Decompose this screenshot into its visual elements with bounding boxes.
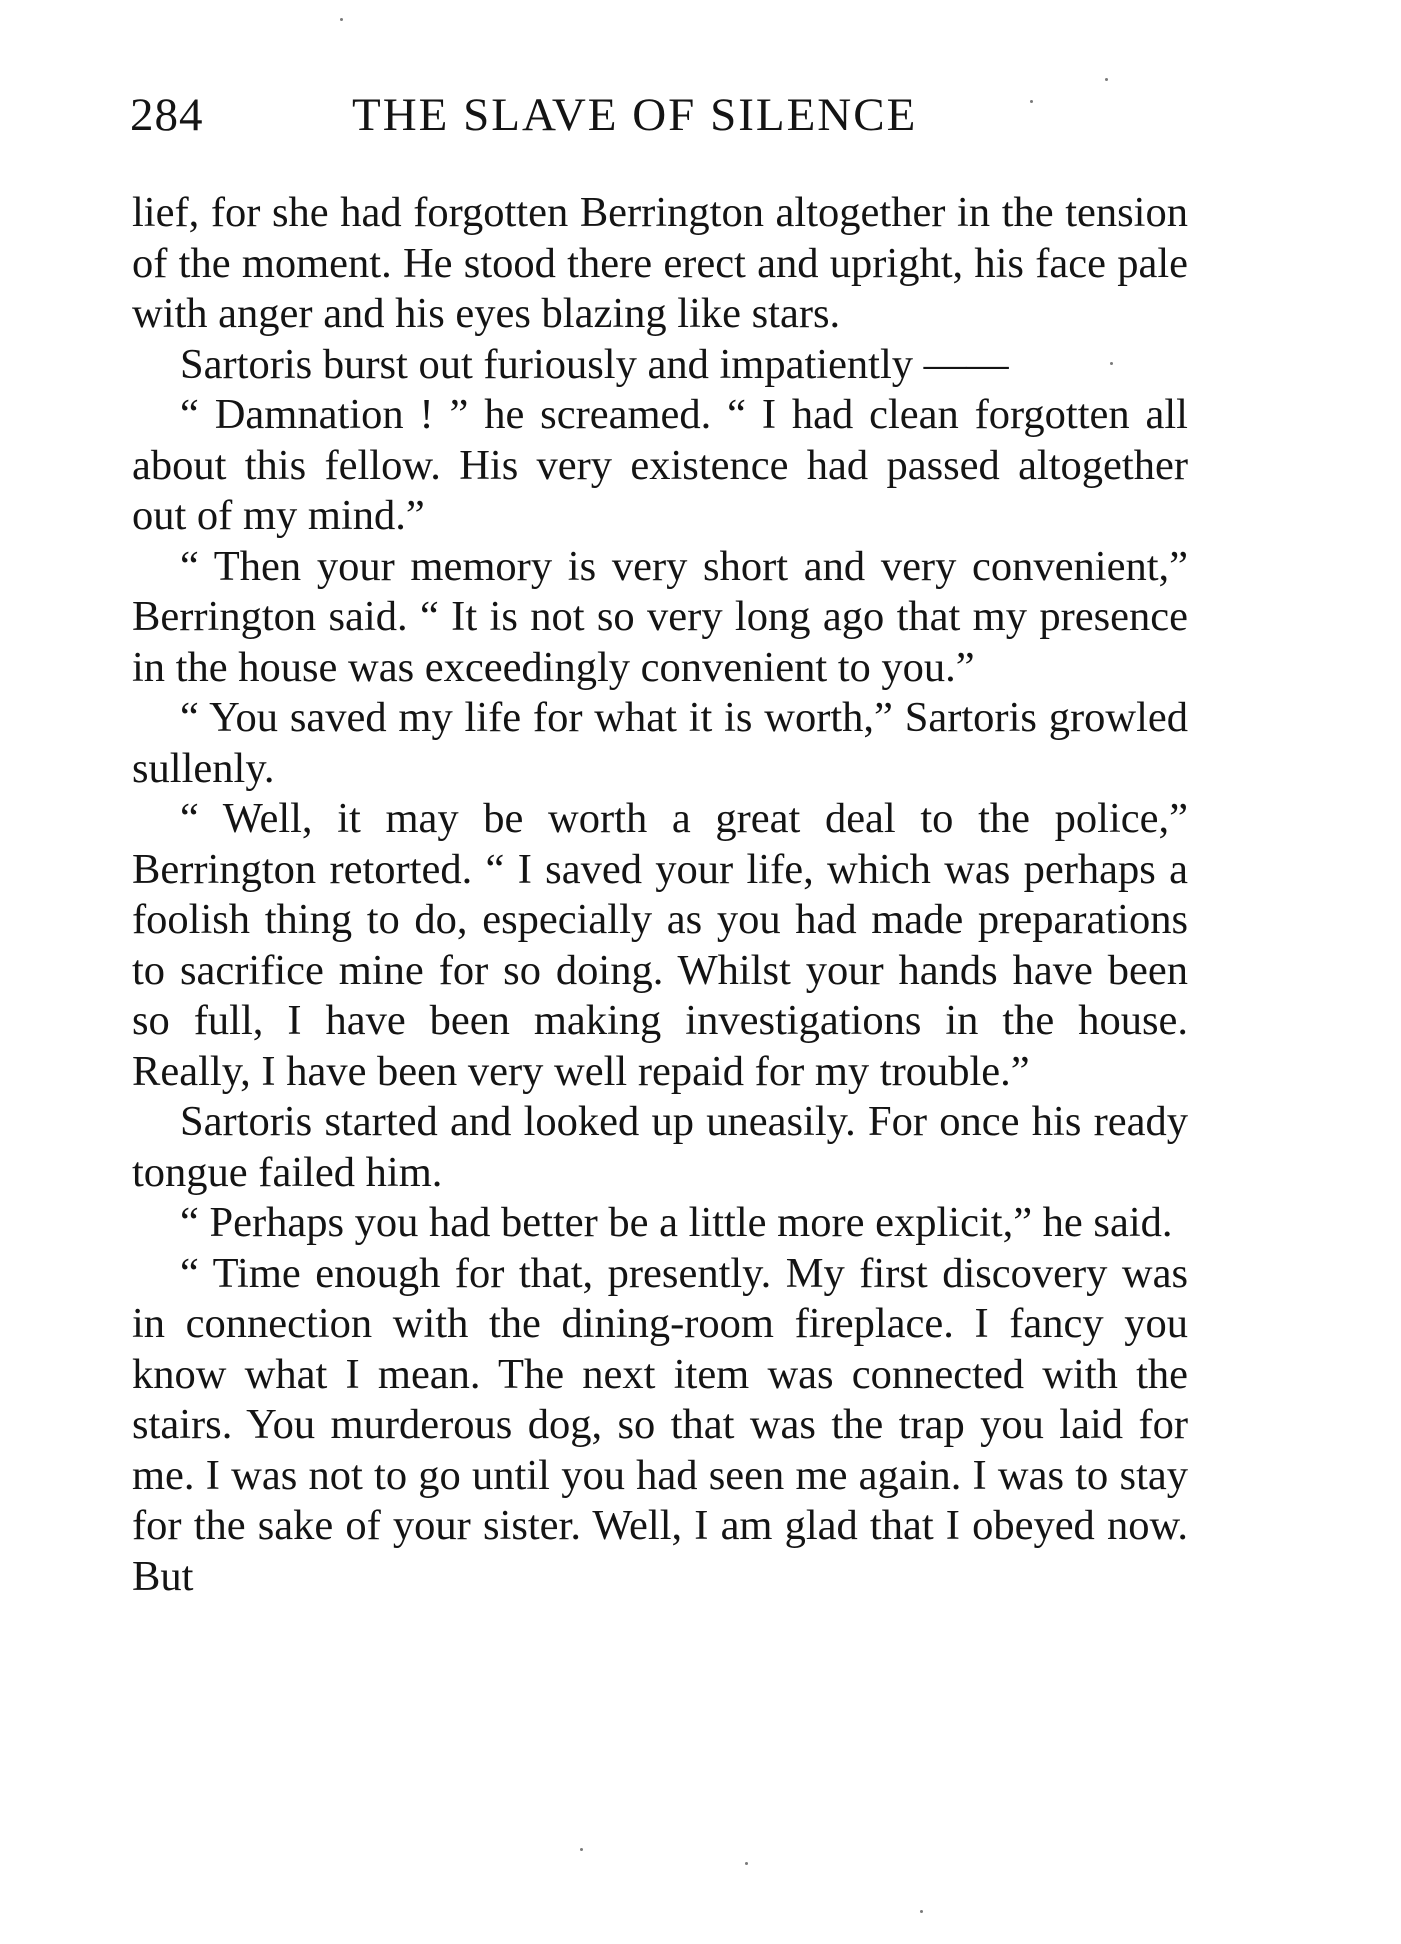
paragraph: “ Well, it may be worth a great deal to the police,” Berrington retorted. “ I saved your life, which was perhaps a foolish thing to do, especially as you had made preparations to sacrifice mine for so doing. Whilst your hands have been so full, I have been making investigations in the house. Really, I have been very well repaid for my trouble.” bbox=[132, 795, 1188, 1095]
paragraph: “ You saved my life for what it is worth,” Sartoris growled sullenly. bbox=[132, 694, 1188, 792]
page-number: 284 bbox=[130, 89, 204, 141]
scan-speck bbox=[340, 18, 343, 21]
paragraph: “ Damnation ! ” he screamed. “ I had clean forgotten all about this fellow. His very existence had passed altogether out of my mind.” bbox=[132, 391, 1188, 539]
paragraph: “ Perhaps you had better be a little more explicit,” he said. bbox=[180, 1199, 1173, 1246]
scan-speck bbox=[1105, 78, 1108, 81]
scan-speck bbox=[745, 1862, 748, 1865]
scan-speck bbox=[1110, 362, 1113, 365]
paragraph: “ Then your memory is very short and very convenient,” Berrington said. “ It is not so very long ago that my presence in the house was exceedingly convenient to you.” bbox=[132, 542, 1188, 691]
scan-speck bbox=[920, 1910, 923, 1913]
paragraph-continued: lief, for she had forgotten Berrington altogether in the tension of the moment. He stood there erect and upright, his face pale with anger and his eyes blazing like stars. bbox=[132, 189, 1188, 337]
paragraph: Sartoris burst out furiously and impatiently —— bbox=[180, 340, 1009, 388]
body-text bbox=[132, 188, 1188, 1602]
paragraph: “ Time enough for that, presently. My first discovery was in connection with the dining-room fireplace. I fancy you know what I mean. The next item was connected with the stairs. You murderous dog, so that was the trap you laid for me. I was not to go until you had seen me again. I was to stay for the sake of your sister. Well, I am glad that I obeyed now. But bbox=[132, 1249, 1188, 1600]
running-head bbox=[130, 88, 1190, 148]
running-title: THE SLAVE OF SILENCE bbox=[352, 89, 918, 141]
paragraph: Sartoris started and looked up uneasily. For once his ready tongue failed him. bbox=[132, 1098, 1188, 1196]
scan-speck bbox=[1030, 100, 1033, 103]
scan-speck bbox=[580, 1848, 583, 1851]
